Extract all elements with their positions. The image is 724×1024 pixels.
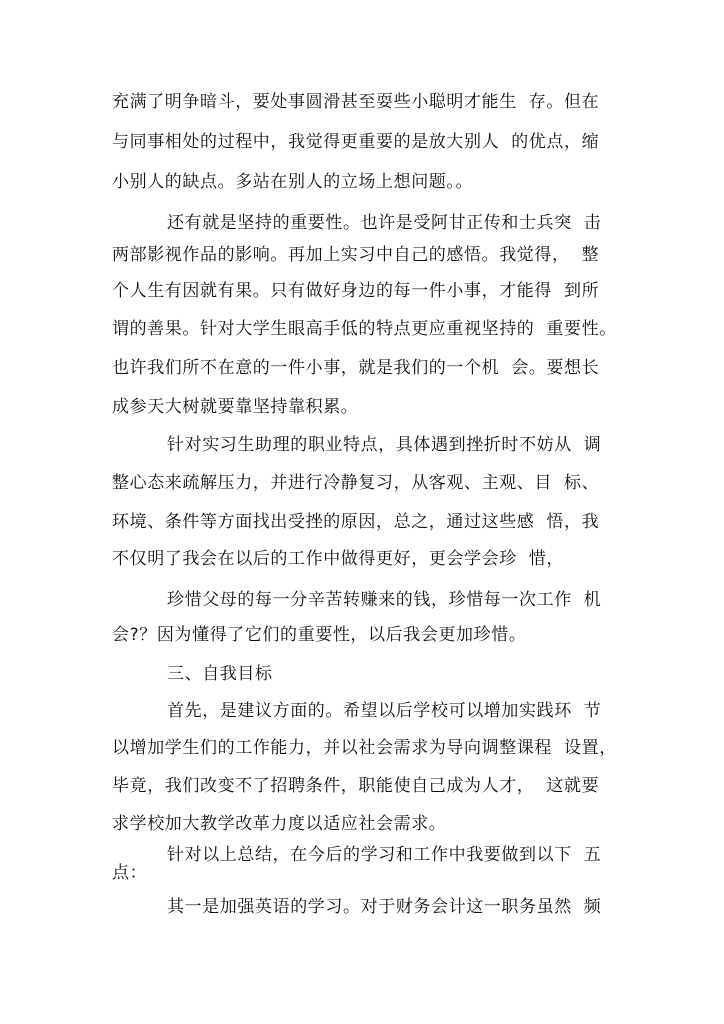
paragraph-line: 个人生有因就有果。只有做好身边的每一件小事，才能得 到所 [112,281,600,301]
paragraph-line: 还有就是坚持的重要性。也许是受阿甘正传和士兵突 击 [167,213,602,233]
paragraph-line: 求学校加大教学改革力度以适应社会需求。 [112,814,447,834]
paragraph-line: 整心态来疏解压力，并进行冷静复习，从客观、主观、目 标、 [112,473,600,493]
paragraph-line: 成参天大树就要靠坚持靠积累。 [112,397,359,417]
paragraph-line: 环境、条件等方面找出受挫的原因，总之，通过这些感 悟，我 [112,512,600,532]
section-heading: 三、自我目标 [167,664,273,684]
paragraph-line: 点： [112,863,148,883]
paragraph-line: 其一是加强英语的学习。对于财务会计这一职务虽然 频 [167,897,602,917]
paragraph-line: 谓的善果。针对大学生眼高手低的特点更应重视坚持的 重要性。 [112,319,617,339]
paragraph-line: 不仅明了我会在以后的工作中做得更好，更会学会珍 惜， [112,549,565,569]
paragraph-line: 两部影视作品的影响。再加上实习中自己的感悟。我觉得， 整 [112,245,600,265]
paragraph-line: 珍惜父母的每一分辛苦转赚来的钱，珍惜每一次工作 机 [167,590,602,610]
paragraph-line: 小别人的缺点。多站在别人的立场上想问题。。 [112,172,474,192]
paragraph-line: 毕竟，我们改变不了招聘条件，职能使自己成为人才， 这就要 [112,776,600,796]
paragraph-line: 也许我们所不在意的一件小事，就是我们的一个机 会。要想长 [112,358,600,378]
paragraph-line: 首先，是建议方面的。希望以后学校可以增加实践环 节 [167,701,602,721]
paragraph-line: 会?？因为懂得了它们的重要性，以后我会更加珍惜。 [112,625,527,645]
paragraph-line: 充满了明争暗斗，要处事圆滑甚至耍些小聪明才能生 存。但在 [112,92,600,112]
paragraph-line: 与同事相处的过程中，我觉得更重要的是放大别人 的优点，缩 [112,132,600,152]
paragraph-line: 针对以上总结，在今后的学习和工作中我要做到以下 五 [167,845,602,865]
paragraph-line: 以增加学生们的工作能力，并以社会需求为导向调整课程 设置， [112,738,617,758]
paragraph-line: 针对实习生助理的职业特点，具体遇到挫折时不妨从 调 [167,435,602,455]
